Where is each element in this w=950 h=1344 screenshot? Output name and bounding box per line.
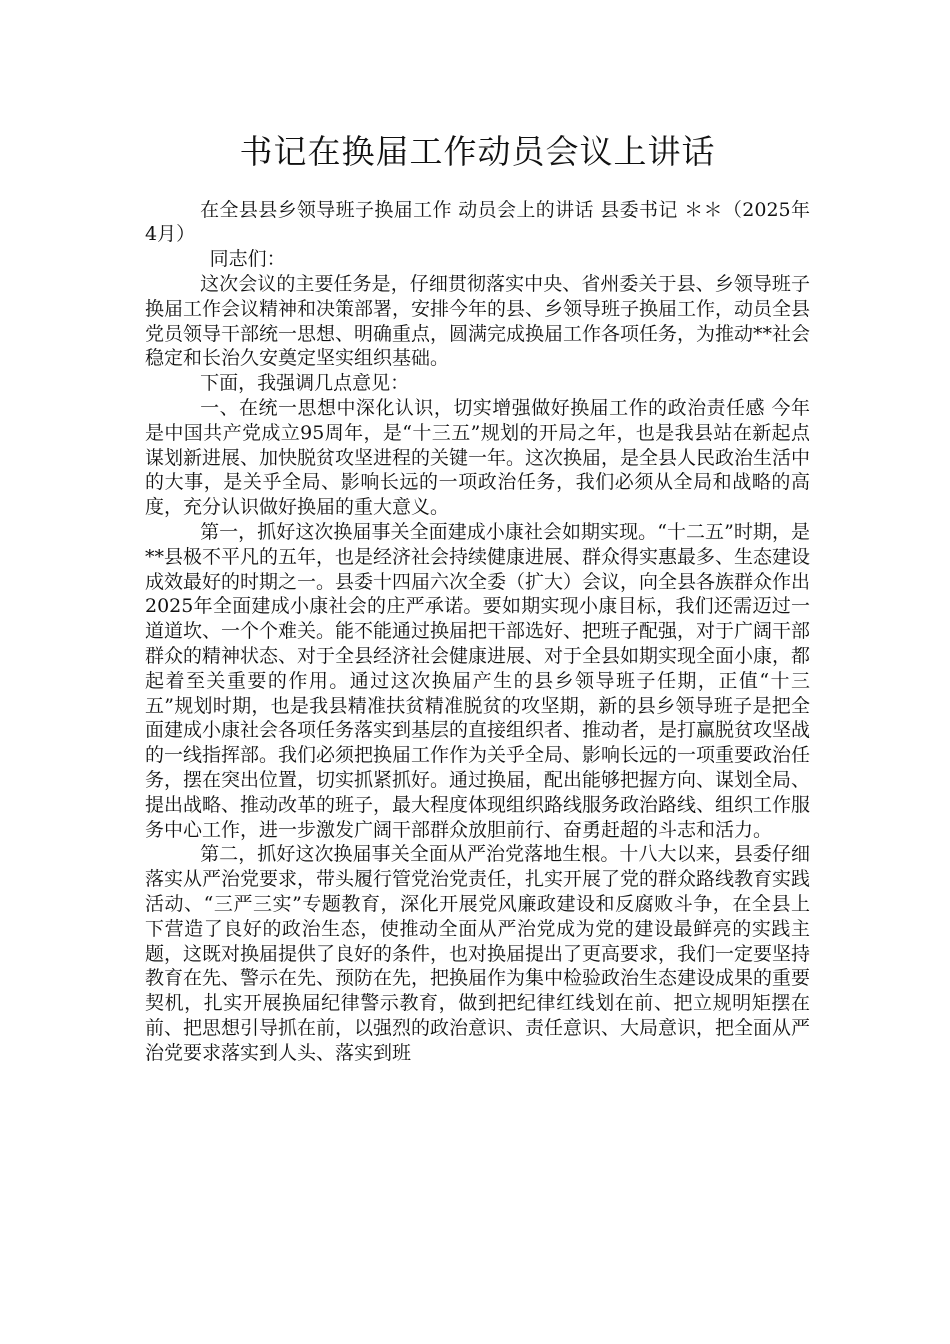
paragraph-section-one: 一、在统一思想中深化认识，切实增强做好换届工作的政治责任感 今年是中国共产党成立95周年，是“十三五”规划的开局之年，也是我县站在新起点谋划新进展、加快脱贫攻坚进程的关键一年。这次换届，是全县人民政治生活中的大事，是关乎全局、影响长远的一项政治任务，我们必须从全局和战略的高度，充分认识做好换届的重大意义。 bbox=[145, 396, 811, 519]
paragraph-point-two: 第二，抓好这次换届事关全面从严治党落地生根。十八大以来，县委仔细落实从严治党要求，带头履行管党治党责任，扎实开展了党的群众路线教育实践活动、“三严三实”专题教育，深化开展党风廉政建设和反腐败斗争，在全县上下营造了良好的政治生态，使推动全面从严治党成为党的建设最鲜亮的实践主题，这既对换届提供了良好的条件，也对换届提出了更高要求，我们一定要坚持教育在先、警示在先、预防在先，把换届作为集中检验政治生态建设成果的重要契机，扎实开展换届纪律警示教育，做到把纪律红线划在前、把立规明矩摆在前、把思想引导抓在前，以强烈的政治意识、责任意识、大局意识，把全面从严治党要求落实到人头、落实到班 bbox=[145, 843, 811, 1064]
document-title: 书记在换届工作动员会议上讲话 bbox=[239, 132, 716, 171]
paragraph-intro: 下面，我强调几点意见： bbox=[200, 372, 410, 395]
speech-heading: 在全县县乡领导班子换届工作 动员会上的讲话 县委书记 ＊＊（2025年4月） bbox=[145, 198, 810, 246]
document-body bbox=[145, 198, 810, 1066]
salutation: 同志们： bbox=[209, 248, 286, 271]
paragraph-meeting-task: 这次会议的主要任务是，仔细贯彻落实中央、省州委关于县、乡领导班子换届工作会议精神和决策部署，安排今年的县、乡领导班子换届工作，动员全县党员领导干部统一思想、明确重点，圆满完成换届工作各项任务，为推动**社会稳定和长治久安奠定坚实组织基础。 bbox=[145, 272, 811, 370]
paragraph-point-one: 第一，抓好这次换届事关全面建成小康社会如期实现。“十二五”时期，是**县极不平凡的五年，也是经济社会持续健康进展、群众得实惠最多、生态建设成效最好的时期之一。县委十四届六次全委（扩大）会议，向全县各族群众作出2025年全面建成小康社会的庄严承诺。要如期实现小康目标，我们还需迈过一道道坎、一个个难关。能不能通过换届把干部选好、把班子配强，对于广阔干部群众的精神状态、对于全县经济社会健康进展、对于全县如期实现全面小康，都起着至关重要的作用。通过这次换届产生的县乡领导班子任期，正值“十三五”规划时期，也是我县精准扶贫精准脱贫的攻坚期，新的县乡领导班子是把全面建成小康社会各项任务落实到基层的直接组织者、推动者，是打赢脱贫攻坚战的一线指挥部。我们必须把换届工作作为关乎全局、影响长远的一项重要政治任务，摆在突出位置，切实抓紧抓好。通过换届，配出能够把握方向、谋划全局、提出战略、推动改革的班子，最大程度体现组织路线服务政治路线、组织工作服务中心工作，进一步激发广阔干部群众放胆前行、奋勇赶超的斗志和活力。 bbox=[145, 520, 811, 841]
